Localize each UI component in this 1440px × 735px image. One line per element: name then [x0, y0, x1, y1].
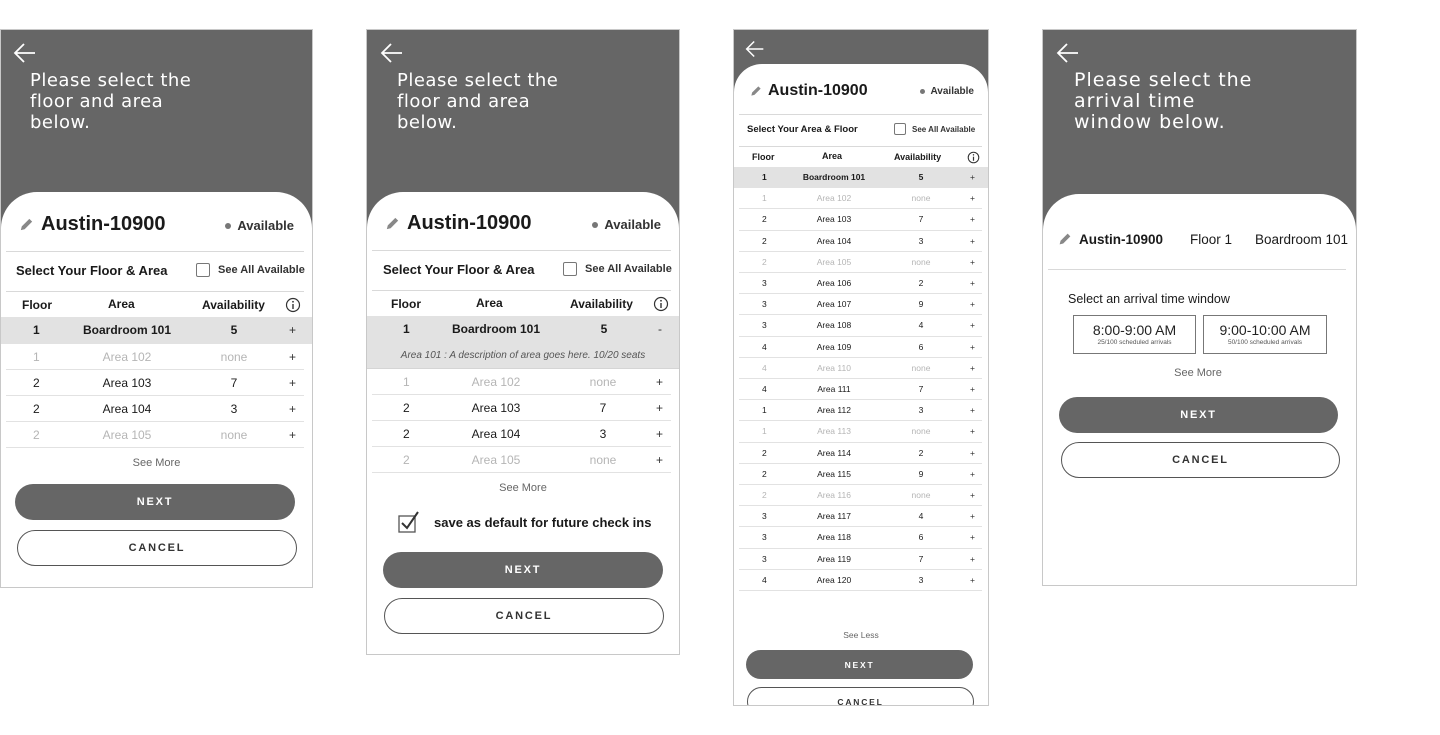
floor-cell: 3 — [762, 511, 767, 522]
see-less-link[interactable]: See Less — [843, 630, 879, 640]
add-icon[interactable]: + — [289, 375, 297, 390]
selection-sheet — [367, 192, 679, 654]
table-row[interactable] — [734, 167, 988, 188]
cancel-button[interactable]: CANCEL — [384, 598, 664, 634]
see-all-available-toggle[interactable]: See All Available — [196, 263, 305, 277]
area-cell: Area 108 — [816, 320, 852, 331]
area-description: Area 101 : A description of area goes here. 10/20 seats — [367, 342, 679, 369]
floor-cell: 2 — [762, 214, 767, 225]
area-cell: Area 119 — [817, 553, 851, 564]
add-icon[interactable]: + — [970, 320, 975, 331]
availability-cell: none — [911, 426, 931, 437]
table-row[interactable] — [739, 294, 982, 315]
area-cell: Area 110 — [817, 362, 851, 373]
availability-cell: 2 — [918, 278, 924, 289]
table-row[interactable] — [739, 400, 982, 421]
see-all-checkbox[interactable] — [196, 263, 210, 277]
column-header-availability: Availability — [202, 298, 265, 312]
area-cell: Area 120 — [816, 574, 852, 585]
add-icon[interactable]: + — [970, 193, 975, 204]
add-icon[interactable]: + — [289, 349, 297, 364]
area-cell: Area 114 — [817, 447, 851, 458]
add-icon[interactable]: + — [970, 256, 975, 267]
table-row[interactable] — [739, 188, 982, 209]
selection-sheet — [734, 64, 988, 705]
screen-arrival-time — [1042, 29, 1357, 586]
time-window-option[interactable]: 9:00-10:00 AM 50/100 scheduled arrivals — [1203, 315, 1327, 354]
floor-cell: 1 — [762, 193, 767, 204]
availability-cell: 6 — [918, 532, 924, 543]
select-area-floor-label: Select Your Area & Floor — [747, 124, 858, 135]
area-cell: Area 104 — [816, 235, 852, 246]
table-row[interactable] — [739, 379, 982, 400]
see-all-checkbox[interactable] — [563, 262, 577, 276]
floor-cell: 4 — [762, 341, 767, 352]
table-row[interactable]: 2 Area 103 7 + — [372, 395, 671, 421]
floor-cell: 3 — [762, 320, 767, 331]
table-row[interactable]: 1 Area 102 none + — [6, 344, 304, 370]
column-header-area: Area — [108, 297, 135, 311]
add-icon[interactable]: + — [656, 374, 664, 389]
table-row[interactable]: 2 Area 104 3 + — [6, 396, 304, 422]
add-icon[interactable]: + — [656, 400, 664, 415]
checkbox-checked-icon[interactable] — [397, 510, 421, 534]
table-row[interactable] — [739, 273, 982, 294]
add-icon[interactable]: + — [289, 323, 297, 337]
availability-cell: none — [911, 490, 931, 501]
info-icon[interactable] — [653, 296, 669, 312]
floor-cell: 1 — [762, 172, 767, 183]
table-row[interactable] — [739, 315, 982, 336]
add-icon[interactable]: + — [970, 172, 975, 183]
table-row[interactable] — [739, 549, 982, 570]
floor-cell: 1 — [762, 405, 767, 416]
table-row[interactable] — [739, 421, 982, 442]
add-icon[interactable]: + — [970, 468, 975, 479]
availability-cell: 3 — [918, 235, 924, 246]
availability-cell: 9 — [918, 468, 924, 479]
area-cell: Area 106 — [816, 278, 852, 289]
table-row[interactable]: 2 Area 103 7 + — [6, 370, 304, 396]
area-cell: Area 102 — [816, 193, 852, 204]
divider — [6, 291, 304, 292]
availability-cell: 5 — [918, 172, 924, 183]
floor-cell: 3 — [762, 532, 767, 543]
divider — [739, 146, 982, 147]
add-icon[interactable]: + — [970, 278, 975, 289]
cancel-button[interactable]: CANCEL — [17, 530, 297, 566]
table-row[interactable] — [739, 485, 982, 506]
selected-area: Boardroom 101 — [1255, 232, 1349, 247]
location-name: Austin-10900 — [407, 211, 532, 234]
see-all-available-toggle[interactable]: See All Available — [563, 262, 672, 276]
add-icon[interactable]: + — [970, 553, 975, 564]
availability-cell: 4 — [918, 511, 924, 522]
add-icon[interactable]: + — [970, 405, 975, 416]
table-row[interactable] — [739, 252, 982, 273]
add-icon[interactable]: + — [970, 532, 975, 543]
table-row[interactable]: 1 Area 102 none + — [372, 369, 671, 395]
table-row[interactable] — [739, 337, 982, 358]
next-button[interactable]: NEXT — [383, 552, 663, 588]
column-header-area: Area — [476, 296, 503, 310]
pencil-icon[interactable] — [749, 84, 763, 98]
next-button[interactable]: NEXT — [15, 484, 295, 520]
column-header-availability: Availability — [894, 152, 942, 162]
availability-cell: none — [911, 256, 931, 267]
location-name: Austin-10900 — [1079, 231, 1164, 247]
table-row[interactable] — [739, 506, 982, 527]
column-header-floor: Floor — [752, 152, 775, 162]
see-all-checkbox[interactable] — [894, 123, 906, 135]
add-icon[interactable]: + — [970, 299, 975, 310]
availability-cell: 3 — [918, 405, 924, 416]
screen-floor-area-2 — [366, 29, 680, 655]
floor-cell: 3 — [762, 278, 767, 289]
save-default-option[interactable]: save as default for future check ins — [397, 510, 651, 534]
status-badge: Available — [920, 86, 974, 97]
area-cell: Area 105 — [816, 256, 852, 267]
availability-cell: none — [911, 362, 931, 373]
table-row[interactable]: 2 Area 105 none + — [6, 422, 304, 448]
floor-cell: 3 — [762, 299, 767, 310]
see-more-link[interactable]: See More — [1174, 367, 1222, 379]
add-icon[interactable]: + — [289, 401, 297, 416]
info-icon[interactable] — [285, 297, 301, 313]
table-row[interactable] — [739, 570, 982, 591]
see-all-available-toggle[interactable]: See All Available — [894, 123, 975, 135]
add-icon[interactable]: + — [970, 384, 975, 395]
column-header-floor: Floor — [22, 298, 52, 312]
floor-cell: 2 — [762, 256, 767, 267]
add-icon[interactable]: + — [970, 490, 975, 501]
availability-cell: 7 — [918, 214, 924, 225]
divider — [1048, 269, 1346, 270]
add-icon[interactable]: + — [656, 452, 664, 467]
selection-sheet — [1, 192, 312, 587]
status-dot-icon — [225, 223, 231, 229]
add-icon[interactable]: + — [656, 426, 664, 441]
availability-cell: 6 — [918, 341, 924, 352]
screen-floor-area-1 — [0, 29, 313, 588]
table-row[interactable] — [739, 358, 982, 379]
availability-cell: none — [911, 193, 931, 204]
floor-cell: 3 — [762, 553, 767, 564]
cancel-button[interactable]: CANCEL — [747, 687, 974, 706]
table-row[interactable] — [739, 209, 982, 230]
area-cell: Area 118 — [817, 532, 851, 543]
pencil-icon[interactable] — [18, 216, 35, 233]
area-cell: Area 117 — [817, 511, 851, 522]
area-cell: Area 103 — [816, 214, 852, 225]
info-icon[interactable] — [967, 151, 980, 164]
add-icon[interactable]: + — [970, 447, 975, 458]
table-row[interactable]: 1 Boardroom 101 5 - — [367, 316, 679, 342]
remove-icon[interactable]: - — [658, 322, 662, 336]
area-cell: Area 113 — [817, 426, 851, 437]
area-cell: Area 111 — [817, 384, 851, 395]
select-floor-area-label: Select Your Floor & Area — [16, 263, 168, 278]
table-row[interactable] — [739, 443, 982, 464]
prompt-text: Please select the floor and area below. — [30, 70, 192, 133]
cancel-button[interactable]: CANCEL — [1061, 442, 1340, 478]
floor-cell: 4 — [762, 384, 767, 395]
status-dot-icon — [592, 222, 598, 228]
back-arrow-icon[interactable] — [1056, 41, 1080, 65]
table-row[interactable]: 2 Area 104 3 + — [372, 421, 671, 447]
floor-cell: 2 — [762, 490, 767, 501]
column-header-area: Area — [822, 151, 843, 161]
divider — [6, 251, 304, 252]
see-more-link[interactable]: See More — [132, 457, 181, 469]
select-floor-area-label: Select Your Floor & Area — [383, 262, 535, 277]
floor-cell: 1 — [762, 426, 767, 437]
floor-cell: 2 — [762, 447, 767, 458]
back-arrow-icon[interactable] — [13, 41, 37, 65]
back-arrow-icon[interactable] — [380, 41, 404, 65]
area-cell: Area 115 — [817, 468, 851, 479]
add-icon[interactable]: + — [970, 214, 975, 225]
availability-cell: 3 — [918, 574, 924, 585]
status-badge: Available — [592, 217, 661, 232]
divider — [739, 114, 982, 115]
time-window-option[interactable]: 8:00-9:00 AM 25/100 scheduled arrivals — [1073, 315, 1196, 354]
next-button[interactable]: NEXT — [1059, 397, 1338, 433]
area-cell: Area 107 — [816, 299, 852, 310]
time-sheet — [1043, 194, 1356, 585]
location-name: Austin-10900 — [41, 212, 166, 235]
divider — [372, 250, 671, 251]
add-icon[interactable]: + — [970, 574, 975, 585]
availability-cell: 9 — [918, 299, 924, 310]
add-icon[interactable]: + — [970, 235, 975, 246]
add-icon[interactable]: + — [970, 511, 975, 522]
availability-cell: 7 — [918, 384, 924, 395]
table-row[interactable] — [739, 527, 982, 548]
back-arrow-icon[interactable] — [745, 39, 765, 59]
column-header-availability: Availability — [570, 297, 633, 311]
status-dot-icon — [920, 89, 925, 94]
screen-floor-area-expanded — [733, 29, 989, 706]
availability-cell: 7 — [918, 553, 924, 564]
see-more-link[interactable]: See More — [499, 482, 547, 494]
prompt-text: Please select the arrival time window below. — [1074, 69, 1253, 133]
select-window-label: Select an arrival time window — [1068, 292, 1230, 306]
table-row[interactable] — [739, 464, 982, 485]
area-cell: Area 116 — [817, 490, 851, 501]
selected-floor: Floor 1 — [1190, 232, 1233, 247]
status-badge: Available — [225, 218, 294, 233]
pencil-icon[interactable] — [1057, 231, 1073, 247]
next-button[interactable]: NEXT — [746, 650, 973, 679]
floor-cell: 2 — [762, 468, 767, 479]
prompt-text: Please select the floor and area below. — [397, 70, 559, 133]
floor-cell: 4 — [762, 362, 767, 373]
availability-cell: 4 — [918, 320, 924, 331]
location-name: Austin-10900 — [768, 82, 868, 99]
pencil-icon[interactable] — [384, 215, 401, 232]
area-cell: Area 112 — [817, 405, 851, 416]
area-cell: Area 109 — [816, 341, 852, 352]
floor-cell: 2 — [762, 235, 767, 246]
add-icon[interactable]: + — [970, 426, 975, 437]
divider — [372, 290, 671, 291]
area-cell: Boardroom 101 — [802, 172, 866, 183]
add-icon[interactable]: + — [970, 341, 975, 352]
table-row[interactable] — [739, 231, 982, 252]
availability-cell: 2 — [918, 447, 924, 458]
add-icon[interactable]: + — [289, 427, 297, 442]
table-row[interactable]: 2 Area 105 none + — [372, 447, 671, 473]
column-header-floor: Floor — [391, 297, 421, 311]
table-row[interactable]: 1 Boardroom 101 5 + — [1, 317, 312, 344]
floor-cell: 4 — [762, 574, 767, 585]
add-icon[interactable]: + — [970, 362, 975, 373]
